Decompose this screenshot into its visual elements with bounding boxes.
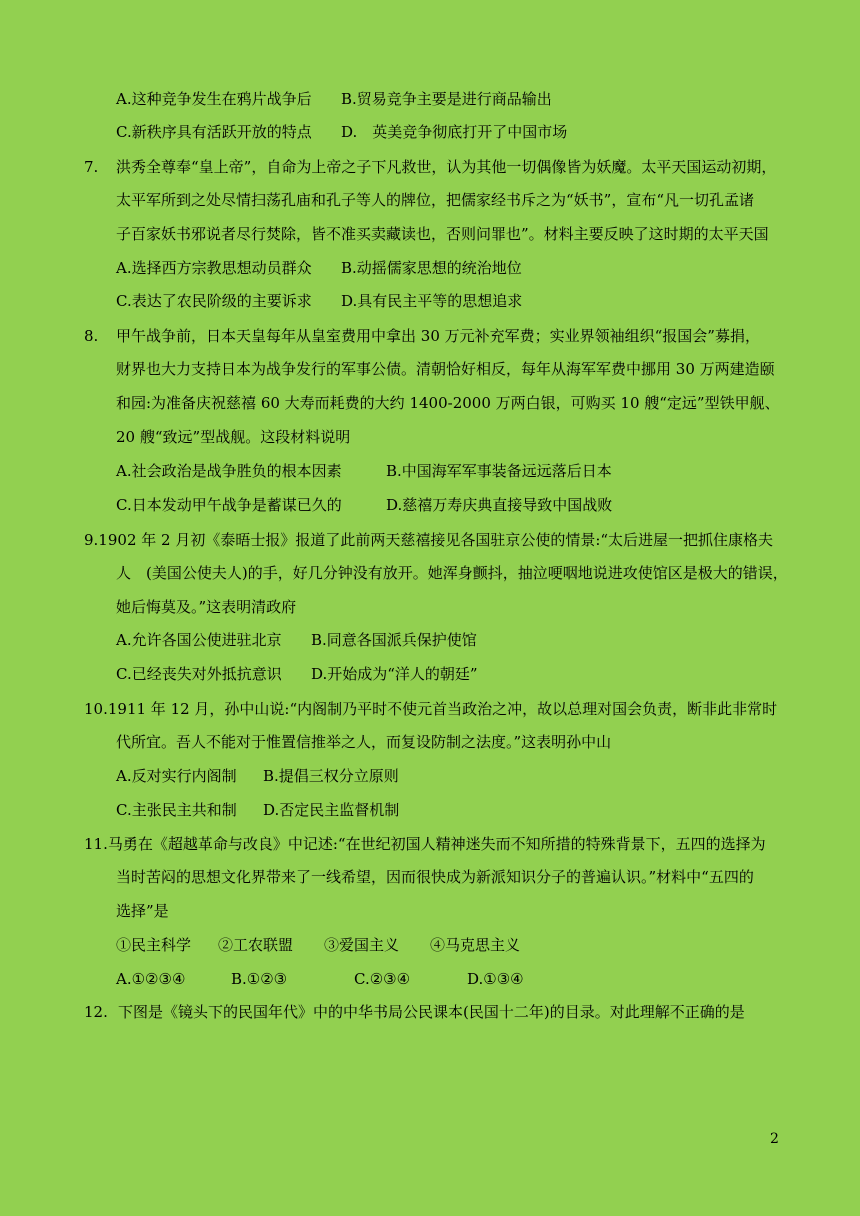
q11-option-b: B.①②③ [231, 970, 288, 988]
q6-option-c: C.新秩序具有活跃开放的特点 [116, 123, 312, 141]
q9-option-a: A.允许各国公使进驻北京 [116, 631, 282, 649]
q11-line-3: 选择”是 [116, 902, 169, 920]
q8-option-a: A.社会政治是战争胜负的根本因素 [116, 462, 342, 480]
q10-option-a: A.反对实行内阁制 [116, 767, 237, 785]
q6-option-b: B.贸易竞争主要是进行商品输出 [341, 90, 552, 108]
q6-option-d: D. 英美竞争彻底打开了中国市场 [341, 123, 568, 141]
q7-line-2: 太平军所到之处尽情扫荡孔庙和孔子等人的牌位，把儒家经书斥之为“妖书”，宣布“凡一切孔孟诸 [116, 191, 755, 209]
q8-number: 8. [84, 327, 99, 345]
q8-line-3: 和园:为准备庆祝慈禧 60 大寿而耗费的大约 1400-2000 万两白银，可购买 10 艘“定远”型铁甲舰、 [116, 394, 780, 412]
q8-line-4: 20 艘“致远”型战舰。这段材料说明 [116, 428, 351, 446]
q6-option-a: A.这种竞争发生在鸦片战争后 [116, 90, 312, 108]
q12-line-1: 下图是《镜头下的民国年代》中的中华书局公民课本(民国十二年)的目录。对此理解不正确的是 [118, 1003, 745, 1021]
q8-line-2: 财界也大力支持日本为战争发行的军事公债。清朝恰好相反，每年从海军军费中挪用 30 万两建造颐 [116, 360, 775, 378]
q11-line-2: 当时苦闷的思想文化界带来了一线希望，因而很快成为新派知识分子的普遍认识。”材料中“五四的 [116, 868, 754, 886]
q9-option-b: B.同意各国派兵保护使馆 [311, 631, 477, 649]
q11-line-1: 11.马勇在《超越革命与改良》中记述:“在世纪初国人精神迷失而不知所措的特殊背景下，五四的选择为 [84, 835, 766, 853]
q8-option-c: C.日本发动甲午战争是蓄谋已久的 [116, 496, 342, 514]
q7-line-3: 子百家妖书邪说者尽行焚除，皆不准买卖藏读也，否则问罪也”。材料主要反映了这时期的太平天国 [116, 225, 769, 243]
q8-option-b: B.中国海军军事装备远远落后日本 [386, 462, 612, 480]
q11-item-3: ③爱国主义 [324, 936, 400, 954]
q11-option-c: C.②③④ [354, 970, 411, 988]
page-number: 2 [770, 1131, 779, 1147]
q7-number: 7. [84, 158, 99, 176]
q7-option-d: D.具有民主平等的思想追求 [341, 292, 523, 310]
q10-option-d: D.否定民主监督机制 [263, 801, 400, 819]
q12-number: 12. [84, 1003, 108, 1021]
q9-line-1: 9.1902 年 2 月初《泰晤士报》报道了此前两天慈禧接见各国驻京公使的情景:“太后进屋一把抓住康格夫 [84, 531, 774, 549]
q11-option-d: D.①③④ [467, 970, 524, 988]
q10-line-1: 10.1911 年 12 月，孙中山说:“内阁制乃平时不使元首当政治之冲，故以总理对国会负责，断非此非常时 [84, 700, 778, 718]
q9-line-3: 她后悔莫及。”这表明清政府 [116, 598, 297, 616]
q7-option-b: B.动摇儒家思想的统治地位 [341, 259, 522, 277]
q9-line-2: 人 (美国公使夫人)的手，好几分钟没有放开。她浑身颤抖，抽泣哽咽地说进攻使馆区是极大的错误， [116, 564, 788, 582]
q11-item-4: ④马克思主义 [430, 936, 521, 954]
q11-item-1: ①民主科学 [116, 936, 192, 954]
q11-item-2: ②工农联盟 [218, 936, 294, 954]
q10-line-2: 代所宜。吾人不能对于惟置信推举之人，而复设防制之法度。”这表明孙中山 [116, 733, 612, 751]
q10-option-b: B.提倡三权分立原则 [263, 767, 399, 785]
q7-line-1: 洪秀全尊奉“皇上帝”，自命为上帝之子下凡救世，认为其他一切偶像皆为妖魔。太平天国运动初期， [116, 158, 777, 176]
q9-option-d: D.开始成为“洋人的朝廷” [311, 665, 478, 683]
q7-option-a: A.选择西方宗教思想动员群众 [116, 259, 312, 277]
q11-option-a: A.①②③④ [116, 970, 186, 988]
q8-option-d: D.慈禧万寿庆典直接导致中国战败 [386, 496, 613, 514]
q7-option-c: C.表达了农民阶级的主要诉求 [116, 292, 312, 310]
q10-option-c: C.主张民主共和制 [116, 801, 237, 819]
q9-option-c: C.已经丧失对外抵抗意识 [116, 665, 282, 683]
q8-line-1: 甲午战争前，日本天皇每年从皇室费用中拿出 30 万元补充军费；实业界领袖组织“报国会”募捐， [116, 327, 760, 345]
